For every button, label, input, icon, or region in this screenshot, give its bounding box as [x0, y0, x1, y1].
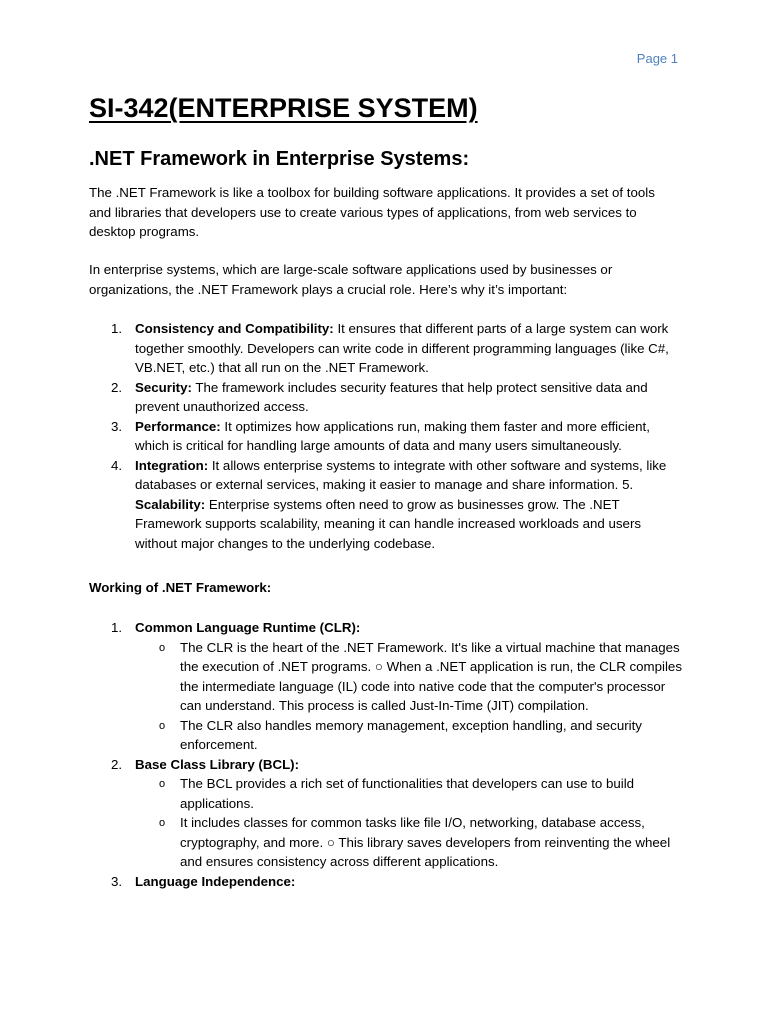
list-number: 3. [111, 873, 123, 889]
list-number: 2. [111, 756, 123, 772]
list-number: 3. [111, 418, 123, 434]
list-number: 1. [111, 620, 123, 635]
reasons-list [89, 319, 684, 553]
list-text: The framework includes security features that help protect sensitive data and prevent unauthorized access. [135, 379, 648, 414]
sub-list-text: The BCL provides a rich set of functionalities that developers can use to build applications. [180, 776, 635, 811]
sub-list-text: The CLR is the heart of the .NET Framework. It's like a virtual machine that manages the execution of .NET programs. ○ When a .NET application is run, the CLR compiles the intermediate language (IL) code into native code that the computer's processor can understand. This process is called Just-In-Time (JIT) compilation. [180, 639, 682, 713]
list-text: It ensures that different parts of a large system can work together smoothly. Developers can write code in different programming languages (like C#, VB.NET, etc.) that all run on the .NET Framework. [135, 321, 669, 375]
list-number: 2. [111, 379, 123, 395]
list-item [89, 872, 684, 892]
sub-list-item [135, 774, 684, 813]
context-paragraph: In enterprise systems, which are large-scale software applications used by businesses or organizations, the .NET Framework plays a crucial role. Here’s why it’s important: [89, 262, 613, 297]
sub-list-item [135, 813, 684, 872]
list-item [89, 618, 684, 755]
component-title: Common Language Runtime (CLR): [135, 620, 361, 635]
circle-bullet-icon: o [159, 719, 166, 732]
component-title: Base Class Library (BCL): [135, 756, 300, 772]
list-item [89, 456, 684, 554]
circle-bullet-icon: o [159, 641, 166, 654]
component-title: Language Independence: [135, 873, 296, 889]
sub-list-text: The CLR also handles memory management, exception handling, and security enforcement. [180, 717, 642, 752]
working-heading: Working of .NET Framework: [89, 580, 272, 595]
components-list [89, 618, 684, 891]
list-term: Security: [135, 379, 192, 395]
list-item [89, 319, 684, 378]
sub-list [135, 638, 684, 755]
section-heading: .NET Framework in Enterprise Systems: [89, 148, 470, 170]
list-term: Integration: [135, 457, 209, 473]
page-number: Page 1 [636, 51, 678, 66]
circle-bullet-icon: o [159, 817, 166, 829]
list-term: Consistency and Compatibility: [135, 321, 334, 336]
list-number: 1. [111, 321, 123, 336]
list-text: It optimizes how applications run, making them faster and more efficient, which is critical for handling large amounts of data and many users simultaneously. [135, 418, 650, 453]
sub-list [135, 774, 684, 872]
sub-list-item [135, 638, 684, 716]
circle-bullet-icon: o [159, 778, 166, 790]
list-term: Scalability: [135, 496, 206, 512]
list-item [89, 378, 684, 417]
sub-list-item [135, 716, 684, 755]
list-item [89, 417, 684, 456]
list-text: It allows enterprise systems to integrate with other software and systems, like databases or external services, making it easier to manage and share information. 5. [135, 457, 667, 492]
sub-list-text: It includes classes for common tasks like file I/O, networking, database access, cryptography, and more. ○ This library saves developers from reinventing the wheel and ensures consistency across different applications. [180, 815, 671, 869]
list-item [89, 755, 684, 872]
list-term: Performance: [135, 418, 221, 434]
document-title: SI-342(ENTERPRISE SYSTEM) [89, 93, 478, 123]
list-number: 4. [111, 457, 123, 473]
list-text: Enterprise systems often need to grow as businesses grow. The .NET Framework supports scalability, meaning it can handle increased workloads and users without major changes to the underlying codebase. [135, 496, 642, 551]
intro-paragraph: The .NET Framework is like a toolbox for building software applications. It provides a set of tools and libraries that developers use to create various types of applications, from web services to desktop programs. [89, 185, 655, 239]
